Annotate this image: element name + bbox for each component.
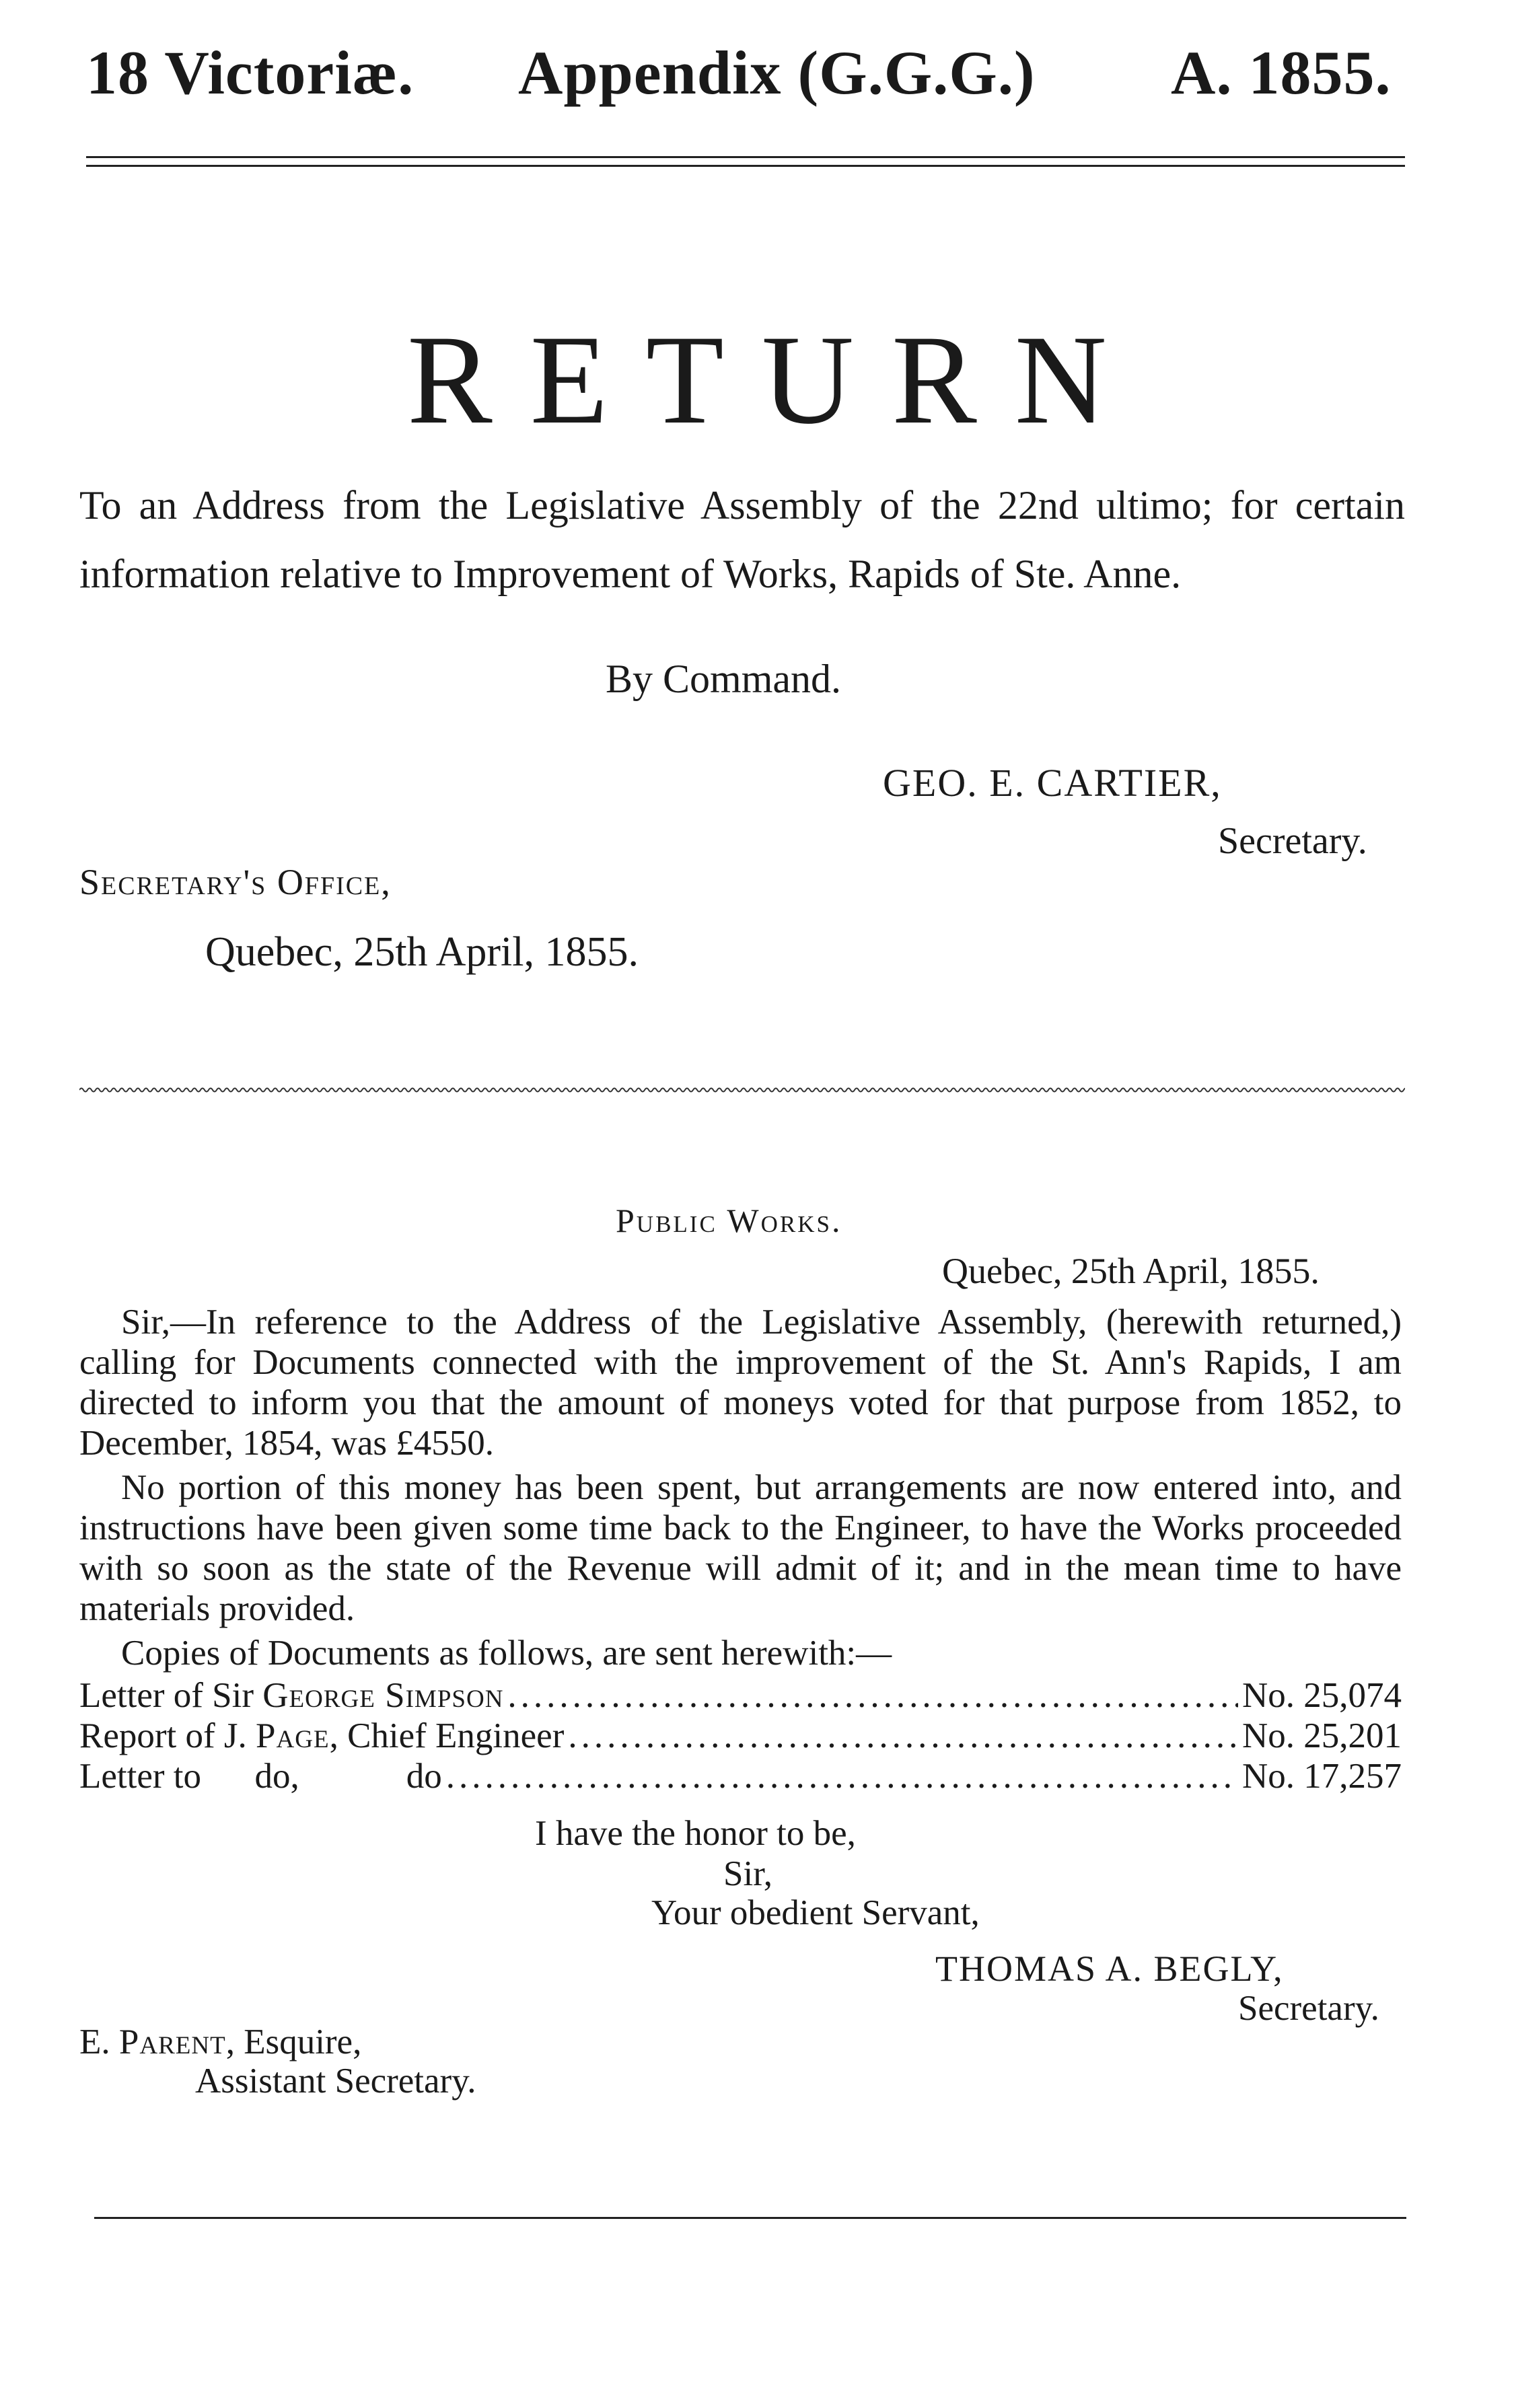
signatory-title: Secretary.: [1218, 820, 1367, 862]
document-label: Letter to do, do: [79, 1757, 442, 1796]
letter-paragraph: Copies of Documents as follows, are sent herewith:—: [121, 1634, 892, 1673]
addressee-name: E. Parent, Esquire,: [79, 2022, 362, 2062]
by-command: By Command.: [606, 657, 842, 701]
letter-paragraph: No portion of this money has been spent, but arrangements are now entered into, and instructions have been given some time back to the Engineer, to have the Works proceeded with so soon as the state of the Revenue will admit of it; and in the mean time to have materials provided.: [79, 1468, 1402, 1628]
closing-line: I have the honor to be,: [535, 1814, 856, 1853]
page-title: RETURN: [407, 309, 1145, 451]
document-number: No. 17,257: [1241, 1757, 1402, 1796]
document-number: No. 25,074: [1241, 1676, 1402, 1715]
list-item: [79, 1716, 1402, 1756]
header-regnal-year: 18 Victoriæ.: [86, 38, 414, 107]
document-label: Letter of Sir George Simpson: [79, 1676, 504, 1715]
intro-paragraph: To an Address from the Legislative Assembly of the 22nd ultimo; for certain information relative to Improvement of Works, Rapids of Ste. Anne.: [79, 483, 1405, 596]
documents-list: [79, 1675, 1402, 1796]
closing-salutation: Sir,: [723, 1854, 772, 1893]
office-name: Secretary's Office,: [79, 862, 392, 902]
letter-signatory-name: THOMAS A. BEGLY,: [935, 1948, 1284, 1989]
list-item: [79, 1675, 1402, 1716]
header-year: A. 1855.: [1171, 38, 1392, 107]
leader-dots: [446, 1756, 1238, 1796]
closing-servant: Your obedient Servant,: [651, 1893, 980, 1932]
letter-body: [79, 1302, 1402, 1677]
signatory-name: GEO. E. CARTIER,: [883, 761, 1222, 805]
document-number: No. 25,201: [1241, 1716, 1402, 1755]
letter-signatory-title: Secretary.: [1238, 1989, 1379, 2028]
wavy-divider: [79, 1087, 1405, 1093]
letter-paragraph: Sir,—In reference to the Address of the Legislative Assembly, (herewith returned,) calling for Documents connected with the improvement of the St. Ann's Rapids, I am directed to inform you that the amount of moneys voted for that purpose from 1852, to December, 1854, was £4550.: [79, 1303, 1402, 1463]
list-item: [79, 1756, 1402, 1796]
letter-heading: Public Works.: [616, 1202, 842, 1239]
document-label: Report of J. Page, Chief Engineer: [79, 1716, 565, 1755]
header-double-rule: [86, 156, 1405, 167]
leader-dots: [568, 1716, 1238, 1756]
header-appendix: Appendix (G.G.G.): [518, 38, 1036, 107]
leader-dots: [507, 1675, 1238, 1716]
letter-date: Quebec, 25th April, 1855.: [942, 1251, 1320, 1291]
addressee-title: Assistant Secretary.: [195, 2062, 476, 2101]
office-place-date: Quebec, 25th April, 1855.: [205, 929, 639, 975]
footer-rule: [94, 2217, 1406, 2219]
